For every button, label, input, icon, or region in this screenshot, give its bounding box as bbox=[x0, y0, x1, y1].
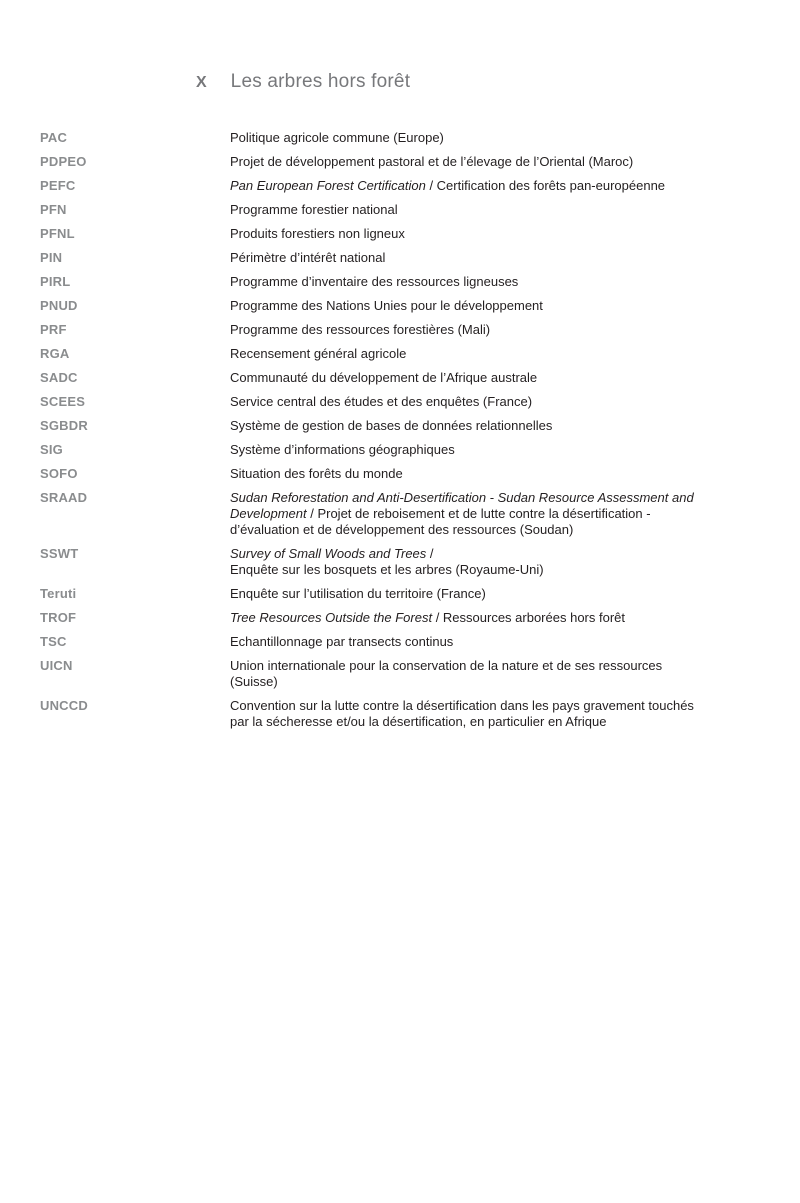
glossary-row bbox=[40, 658, 800, 690]
definition-segment: (Suisse) bbox=[230, 674, 278, 689]
abbreviation: PIRL bbox=[40, 274, 71, 289]
abbreviation: SGBDR bbox=[40, 418, 88, 433]
definition-segment: Programme des ressources forestières (Mali) bbox=[230, 322, 491, 337]
glossary-row bbox=[40, 274, 800, 290]
definition-segment: Programme d’inventaire des ressources ligneuses bbox=[230, 274, 519, 289]
glossary-row bbox=[40, 130, 800, 146]
definition bbox=[230, 130, 722, 146]
definition-segment: Programme forestier national bbox=[230, 202, 398, 217]
definition-segment: / Certification des forêts pan-européenne bbox=[425, 178, 666, 193]
definition-segment: Politique agricole commune (Europe) bbox=[230, 130, 444, 145]
definition-segment: Système d’informations géographiques bbox=[230, 442, 455, 457]
abbreviation: PAC bbox=[40, 130, 68, 145]
glossary-row bbox=[40, 202, 800, 218]
abbreviation: SRAAD bbox=[40, 490, 88, 505]
glossary-row bbox=[40, 250, 800, 266]
definition bbox=[230, 466, 722, 482]
definition-segment: Périmètre d’intérêt national bbox=[230, 250, 386, 265]
glossary-row bbox=[40, 154, 800, 170]
chapter-number: X bbox=[196, 74, 207, 91]
definition-segment: Programme des Nations Unies pour le développement bbox=[230, 298, 543, 313]
definition-segment-italic: Sudan Reforestation and Anti-Desertification - Sudan Resource Assessment and bbox=[230, 490, 694, 505]
glossary-row bbox=[40, 346, 800, 362]
glossary-row bbox=[40, 298, 800, 314]
abbreviation: PRF bbox=[40, 322, 67, 337]
abbreviation: SCEES bbox=[40, 394, 86, 409]
definition bbox=[230, 418, 722, 434]
chapter-heading bbox=[196, 71, 800, 93]
definition bbox=[230, 394, 722, 410]
abbreviation: TROF bbox=[40, 610, 77, 625]
definition bbox=[230, 658, 722, 690]
definition bbox=[230, 322, 722, 338]
definition-segment-italic: Pan European Forest Certification bbox=[230, 178, 426, 193]
glossary-row bbox=[40, 490, 800, 538]
definition-segment: Echantillonnage par transects continus bbox=[230, 634, 454, 649]
abbreviation: SSWT bbox=[40, 546, 79, 561]
definition-segment: Convention sur la lutte contre la désertification dans les pays gravement touchés bbox=[230, 698, 694, 713]
glossary-row bbox=[40, 610, 800, 626]
abbreviation: SIG bbox=[40, 442, 63, 457]
abbreviation: PFN bbox=[40, 202, 67, 217]
definition bbox=[230, 274, 722, 290]
abbreviation: SOFO bbox=[40, 466, 78, 481]
definition bbox=[230, 226, 722, 242]
abbreviation: RGA bbox=[40, 346, 70, 361]
definition bbox=[230, 178, 722, 194]
glossary-row bbox=[40, 418, 800, 434]
glossary-row bbox=[40, 322, 800, 338]
definition-segment: Service central des études et des enquêtes (France) bbox=[230, 394, 533, 409]
definition-segment-italic: Development bbox=[230, 506, 307, 521]
definition-segment: / bbox=[426, 546, 434, 561]
document-page bbox=[0, 71, 800, 1203]
definition bbox=[230, 346, 722, 362]
abbreviation: UNCCD bbox=[40, 698, 88, 713]
definition bbox=[230, 202, 722, 218]
definition bbox=[230, 610, 722, 626]
abbreviation: PIN bbox=[40, 250, 63, 265]
definition bbox=[230, 298, 722, 314]
glossary-row bbox=[40, 178, 800, 194]
glossary-row bbox=[40, 370, 800, 386]
definition bbox=[230, 634, 722, 650]
abbreviation: PNUD bbox=[40, 298, 78, 313]
glossary-row bbox=[40, 634, 800, 650]
glossary-row bbox=[40, 586, 800, 602]
definition bbox=[230, 698, 722, 730]
definition-segment: Enquête sur l’utilisation du territoire (France) bbox=[230, 586, 486, 601]
abbreviation: TSC bbox=[40, 634, 67, 649]
glossary-row bbox=[40, 698, 800, 730]
definition-segment: d’évaluation et de développement des ressources (Soudan) bbox=[230, 522, 574, 537]
definition bbox=[230, 442, 722, 458]
definition-segment: Situation des forêts du monde bbox=[230, 466, 403, 481]
definition-segment: / Projet de reboisement et de lutte contre la désertification - bbox=[306, 506, 651, 521]
definition-segment: Système de gestion de bases de données relationnelles bbox=[230, 418, 553, 433]
glossary-list bbox=[40, 130, 800, 730]
definition bbox=[230, 250, 722, 266]
definition-segment: Projet de développement pastoral et de l’élevage de l’Oriental (Maroc) bbox=[230, 154, 634, 169]
chapter-title: Les arbres hors forêt bbox=[230, 71, 411, 92]
abbreviation: PFNL bbox=[40, 226, 75, 241]
abbreviation: Teruti bbox=[40, 586, 77, 601]
glossary-row bbox=[40, 546, 800, 578]
definition-segment: Union internationale pour la conservation de la nature et de ses ressources bbox=[230, 658, 663, 673]
definition-segment-italic: Tree Resources Outside the Forest bbox=[230, 610, 433, 625]
glossary-row bbox=[40, 466, 800, 482]
abbreviation: PEFC bbox=[40, 178, 76, 193]
abbreviation: PDPEO bbox=[40, 154, 87, 169]
definition-segment: Enquête sur les bosquets et les arbres (Royaume-Uni) bbox=[230, 562, 544, 577]
definition bbox=[230, 154, 722, 170]
glossary-row bbox=[40, 394, 800, 410]
definition bbox=[230, 546, 722, 578]
definition-segment: Communauté du développement de l’Afrique australe bbox=[230, 370, 538, 385]
definition-segment: / Ressources arborées hors forêt bbox=[432, 610, 625, 625]
definition-segment: Produits forestiers non ligneux bbox=[230, 226, 405, 241]
definition bbox=[230, 370, 722, 386]
definition-segment: Recensement général agricole bbox=[230, 346, 407, 361]
abbreviation: UICN bbox=[40, 658, 73, 673]
glossary-row bbox=[40, 226, 800, 242]
definition bbox=[230, 586, 722, 602]
definition-segment-italic: Survey of Small Woods and Trees bbox=[230, 546, 427, 561]
glossary-row bbox=[40, 442, 800, 458]
definition-segment: par la sécheresse et/ou la désertification, en particulier en Afrique bbox=[230, 714, 607, 729]
abbreviation: SADC bbox=[40, 370, 78, 385]
definition bbox=[230, 490, 722, 538]
